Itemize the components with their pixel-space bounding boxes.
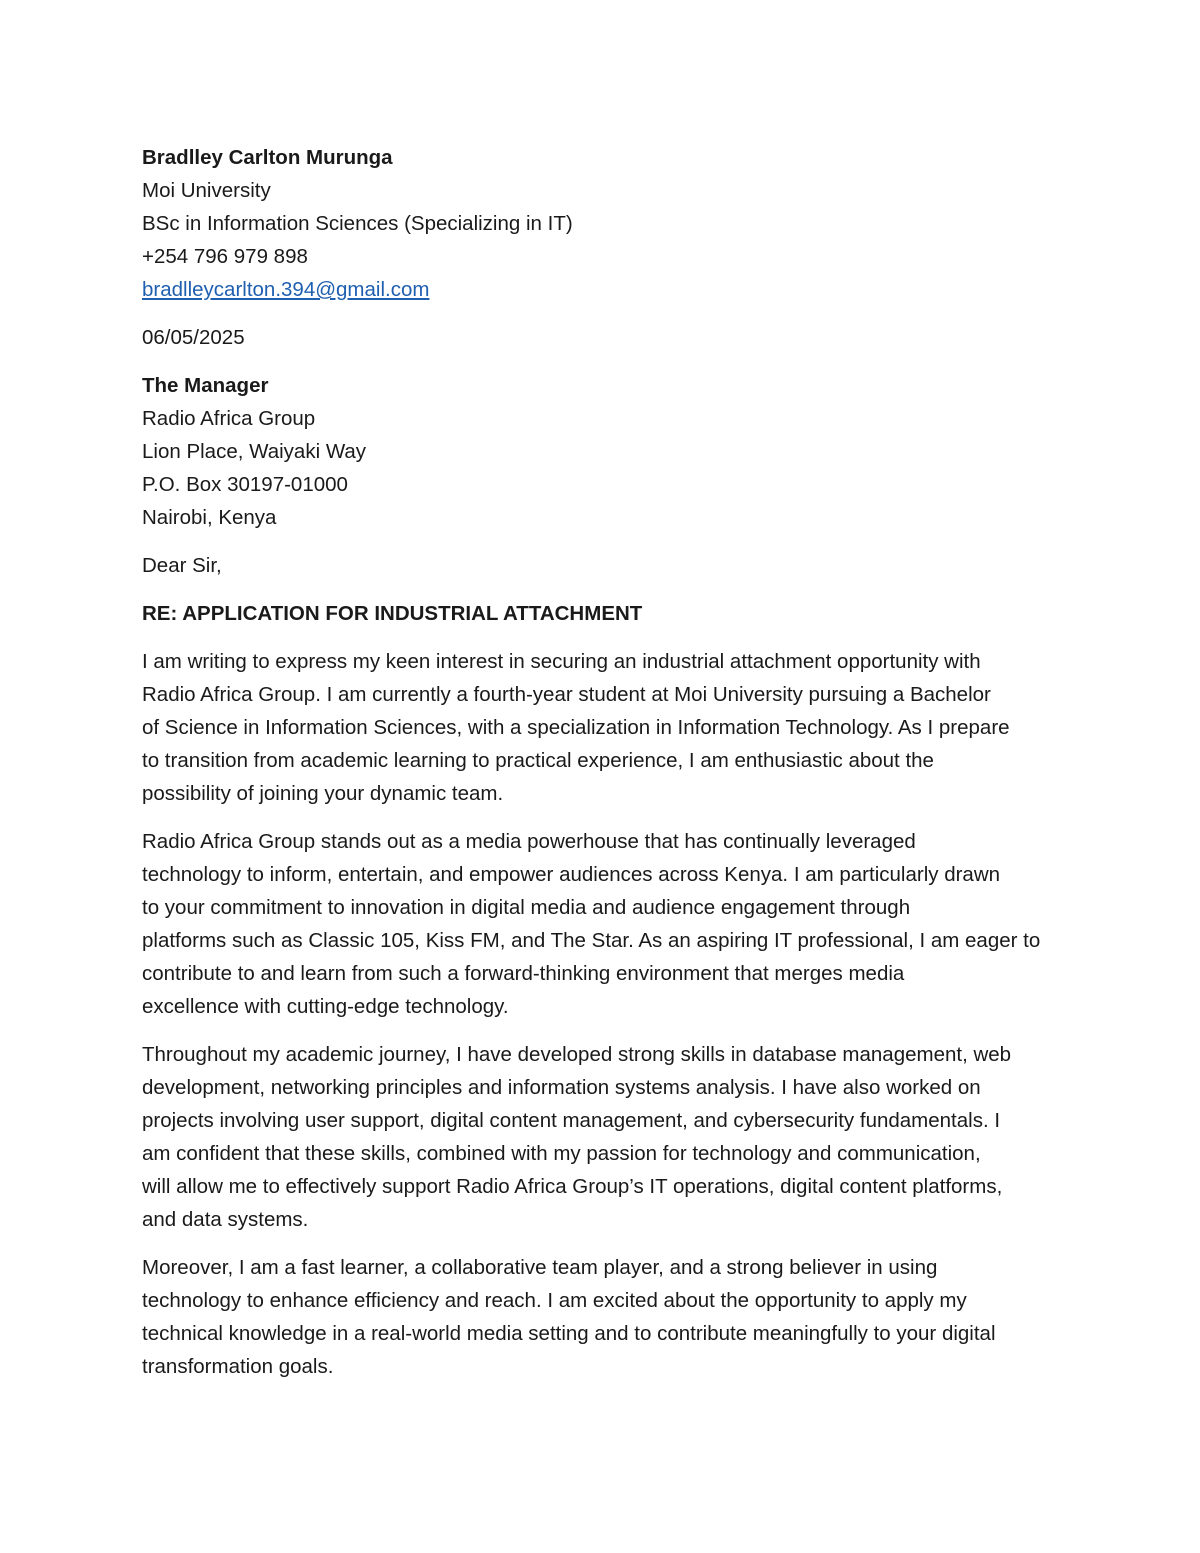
paragraph-line: projects involving user support, digital content management, and cybersecurity fundamentals. I bbox=[142, 1109, 1001, 1132]
paragraph-line: excellence with cutting-edge technology. bbox=[142, 995, 509, 1018]
recipient-street: Lion Place, Waiyaki Way bbox=[142, 440, 367, 463]
sender-block bbox=[142, 141, 1060, 306]
paragraph-line: technical knowledge in a real-world media setting and to contribute meaningfully to your digital bbox=[142, 1322, 996, 1345]
body-paragraph-1 bbox=[142, 645, 1060, 810]
paragraph-line: platforms such as Classic 105, Kiss FM, and The Star. As an aspiring IT professional, I am eager to bbox=[142, 929, 1041, 952]
recipient-city: Nairobi, Kenya bbox=[142, 506, 277, 529]
paragraph-line: contribute to and learn from such a forward-thinking environment that merges media bbox=[142, 962, 905, 985]
paragraph-line: to your commitment to innovation in digital media and audience engagement through bbox=[142, 896, 911, 919]
paragraph-line: I am writing to express my keen interest in securing an industrial attachment opportunity with bbox=[142, 650, 981, 673]
salutation-text: Dear Sir, bbox=[142, 554, 222, 577]
paragraph-line: and data systems. bbox=[142, 1208, 309, 1231]
paragraph-line: technology to inform, entertain, and empower audiences across Kenya. I am particularly drawn bbox=[142, 863, 1001, 886]
sender-institution: Moi University bbox=[142, 179, 271, 202]
paragraph-line: to transition from academic learning to practical experience, I am enthusiastic about the bbox=[142, 749, 934, 772]
body-paragraph-4 bbox=[142, 1251, 1060, 1383]
paragraph-line: Radio Africa Group stands out as a media powerhouse that has continually leveraged bbox=[142, 830, 916, 853]
sender-program: BSc in Information Sciences (Specializing in IT) bbox=[142, 212, 573, 235]
salutation bbox=[142, 549, 1060, 582]
paragraph-line: possibility of joining your dynamic team. bbox=[142, 782, 504, 805]
recipient-organization: Radio Africa Group bbox=[142, 407, 316, 430]
paragraph-line: technology to enhance efficiency and reach. I am excited about the opportunity to apply my bbox=[142, 1289, 967, 1312]
paragraph-line: development, networking principles and information systems analysis. I have also worked on bbox=[142, 1076, 981, 1099]
date-text: 06/05/2025 bbox=[142, 326, 245, 349]
paragraph-line: Throughout my academic journey, I have developed strong skills in database management, web bbox=[142, 1043, 1012, 1066]
paragraph-line: transformation goals. bbox=[142, 1355, 334, 1378]
sender-name: Bradlley Carlton Murunga bbox=[142, 146, 393, 169]
body-paragraph-2 bbox=[142, 825, 1060, 1023]
sender-email-link[interactable]: bradlleycarlton.394@gmail.com bbox=[142, 278, 430, 301]
paragraph-line: of Science in Information Sciences, with a specialization in Information Technology. As I prepare bbox=[142, 716, 1010, 739]
paragraph-line: Radio Africa Group. I am currently a fourth-year student at Moi University pursuing a Bachelor bbox=[142, 683, 991, 706]
subject-line bbox=[142, 597, 1060, 630]
paragraph-line: will allow me to effectively support Radio Africa Group’s IT operations, digital content platforms, bbox=[142, 1175, 1003, 1198]
recipient-block bbox=[142, 369, 1060, 534]
sender-phone: +254 796 979 898 bbox=[142, 245, 308, 268]
subject-text: RE: APPLICATION FOR INDUSTRIAL ATTACHMENT bbox=[142, 602, 643, 625]
paragraph-line: am confident that these skills, combined with my passion for technology and communication, bbox=[142, 1142, 981, 1165]
letter-date bbox=[142, 321, 1060, 354]
body-paragraph-3 bbox=[142, 1038, 1060, 1236]
recipient-title: The Manager bbox=[142, 374, 269, 397]
paragraph-line: Moreover, I am a fast learner, a collaborative team player, and a strong believer in using bbox=[142, 1256, 938, 1279]
recipient-po-box: P.O. Box 30197-01000 bbox=[142, 473, 348, 496]
